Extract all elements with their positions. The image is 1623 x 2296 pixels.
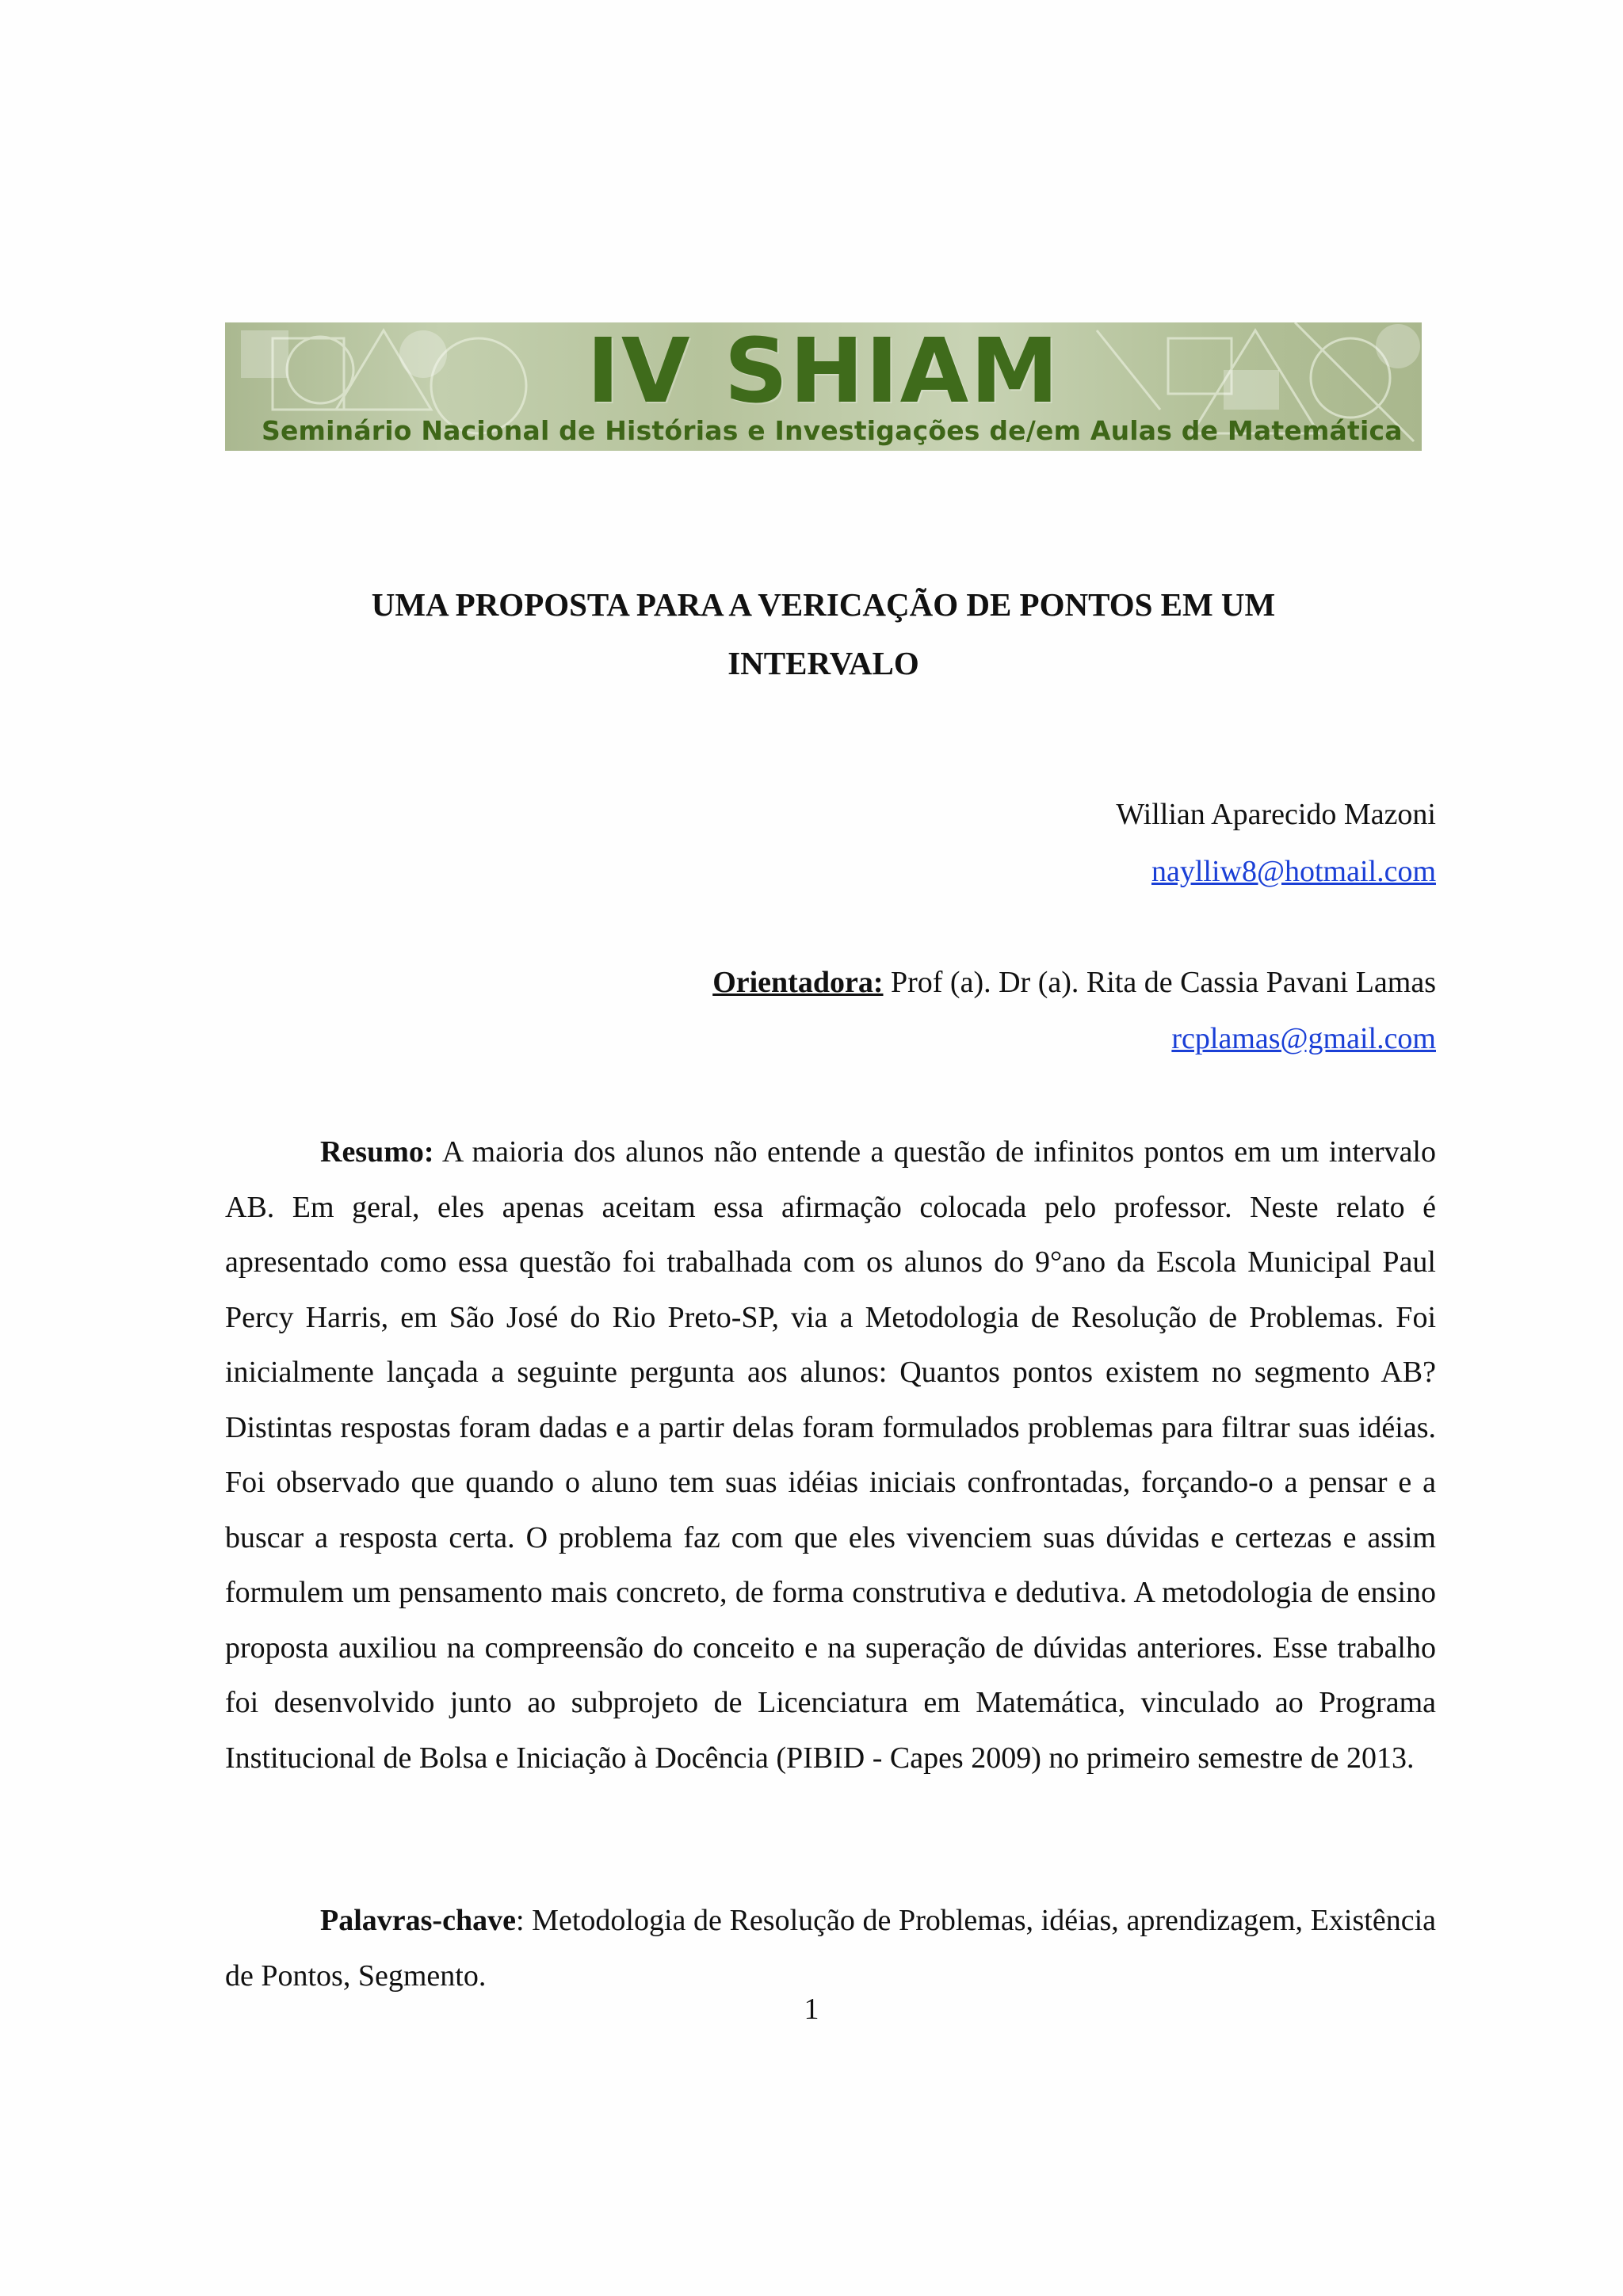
conference-banner: [225, 322, 1422, 451]
paper-title-line-1: UMA PROPOSTA PARA A VERICAÇÃO DE PONTOS EM UM: [371, 586, 1276, 623]
keywords-text: : Metodologia de Resolução de Problemas, idéias, aprendizagem, Existência de Pontos, Segmento.: [225, 1904, 1436, 1993]
paper-title-line-2: INTERVALO: [727, 645, 919, 681]
banner-title: IV SHIAM: [586, 322, 1060, 423]
keywords-label: Palavras-chave: [320, 1904, 516, 1937]
advisor-row: [712, 963, 1436, 1001]
advisor-email-row: [1171, 1020, 1436, 1058]
author-name: Willian Aparecido Mazoni: [1116, 798, 1436, 831]
author-email-link[interactable]: naylliw8@hotmail.com: [1151, 855, 1436, 888]
advisor-label: Orientadora:: [712, 966, 884, 999]
keywords-paragraph: [225, 1894, 1436, 2004]
abstract-text: A maioria dos alunos não entende a questão de infinitos pontos em um intervalo AB. Em geral, eles apenas aceitam essa afirmação colocada pelo professor. Neste relato é apresentado como essa questão foi trabalhada com os alunos do 9°ano da Escola Municipal Paul Percy Harris, em São José do Rio Preto-SP, via a Metodologia de Resolução de Problemas. Foi inicialmente lançada a seguinte pergunta aos alunos: Quantos pontos existem no segmento AB? Distintas respostas foram dadas e a partir delas foram formulados problemas para filtrar suas idéias. Foi observado que quando o aluno tem suas idéias iniciais confrontadas, forçando-o a pensar e a buscar a resposta certa. O problema faz com que eles vivenciem suas dúvidas e certezas e assim formulem um pensamento mais concreto, de forma construtiva e dedutiva. A metodologia de ensino proposta auxiliou na compreensão do conceito e na superação de dúvidas anteriores. Esse trabalho foi desenvolvido junto ao subprojeto de Licenciatura em Matemática, vinculado ao Programa Institucional de Bolsa e Iniciação à Docência (PIBID - Capes 2009) no primeiro semestre de 2013.: [225, 1135, 1436, 1775]
author-email-row: [1151, 852, 1436, 891]
page-number: 1: [804, 1993, 819, 2026]
advisor-email-link[interactable]: rcplamas@gmail.com: [1171, 1022, 1436, 1055]
banner-subtitle: Seminário Nacional de Histórias e Investigações de/em Aulas de Matemática: [262, 415, 1403, 446]
paper-title: [225, 575, 1422, 692]
abstract-label: Resumo:: [320, 1135, 434, 1169]
advisor-name: Prof (a). Dr (a). Rita de Cassia Pavani Lamas: [890, 966, 1436, 999]
abstract-paragraph: [225, 1125, 1436, 1786]
